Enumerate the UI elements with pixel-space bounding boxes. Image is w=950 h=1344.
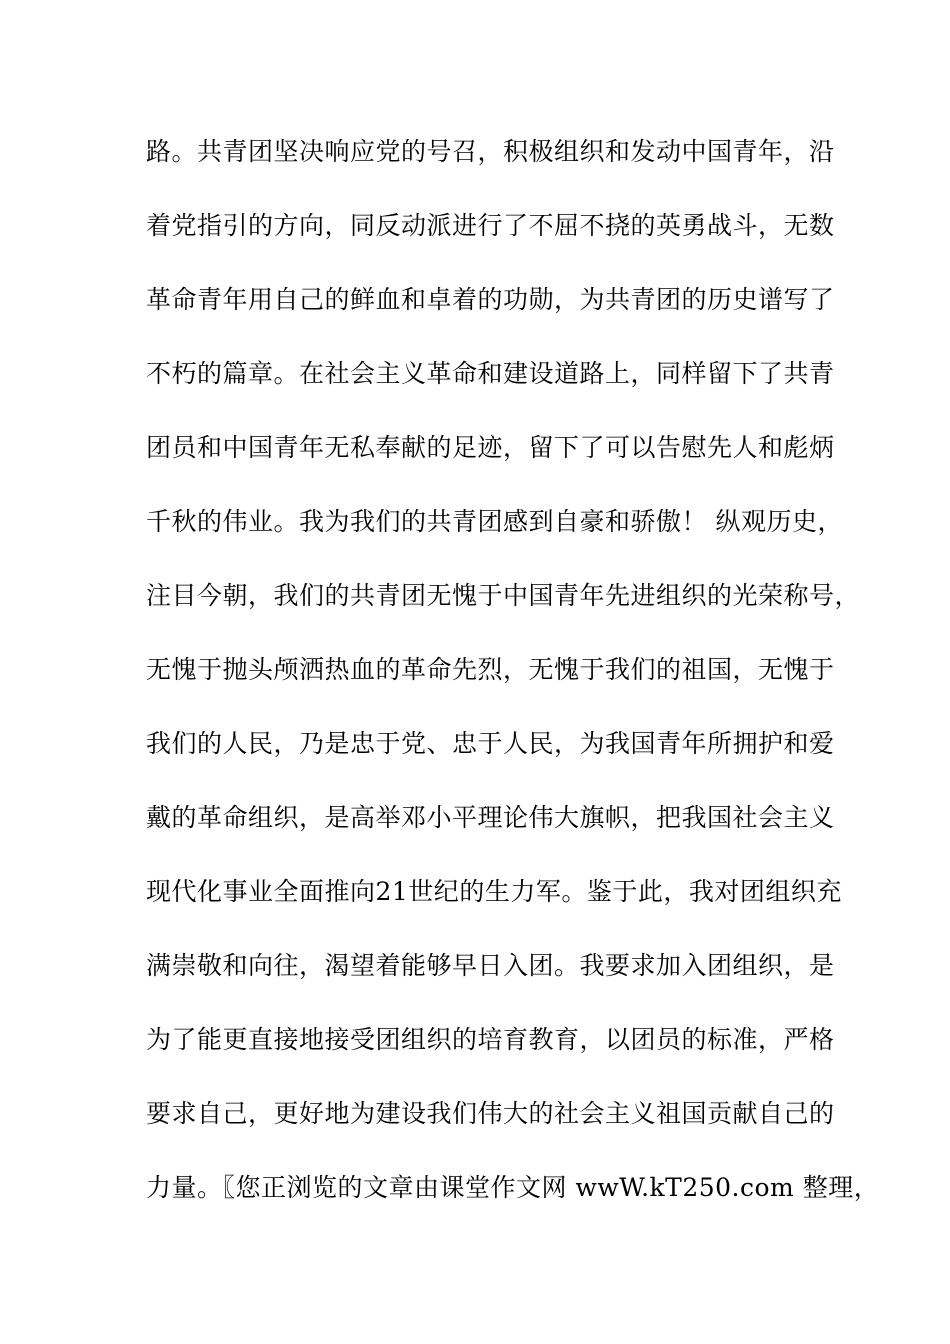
text-line: 我们的人民，乃是忠于党、忠于人民，为我国青年所拥护和爱 bbox=[146, 729, 835, 758]
text-line: 不朽的篇章。在社会主义革命和建设道路上，同样留下了共青 bbox=[146, 359, 835, 388]
text-line: 现代化事业全面推向21世纪的生力军。鉴于此，我对团组织充 bbox=[146, 877, 842, 906]
text-line: 戴的革命组织，是高举邓小平理论伟大旗帜，把我国社会主义 bbox=[146, 803, 835, 832]
text-line: 为了能更直接地接受团组织的培育教育，以团员的标准，严格 bbox=[146, 1025, 835, 1054]
text-line: 满崇敬和向往，渴望着能够早日入团。我要求加入团组织，是 bbox=[146, 951, 835, 980]
text-line: 千秋的伟业。我为我们的共青团感到自豪和骄傲！ 纵观历史， bbox=[146, 507, 843, 536]
text-line: 革命青年用自己的鲜血和卓着的功勋，为共青团的历史谱写了 bbox=[146, 285, 835, 314]
text-line: 团员和中国青年无私奉献的足迹，留下了可以告慰先人和彪炳 bbox=[146, 433, 835, 462]
text-line: 注目今朝，我们的共青团无愧于中国青年先进组织的光荣称号， bbox=[146, 581, 861, 610]
text-line: 着党指引的方向，同反动派进行了不屈不挠的英勇战斗，无数 bbox=[146, 211, 835, 240]
text-line: 要求自己，更好地为建设我们伟大的社会主义祖国贡献自己的 bbox=[146, 1099, 835, 1128]
text-line: 无愧于抛头颅洒热血的革命先烈，无愧于我们的祖国，无愧于 bbox=[146, 655, 835, 684]
text-line: 力量。〖您正浏览的文章由课堂作文网 wwW.kT250.com 整理， bbox=[146, 1173, 880, 1202]
body-text bbox=[146, 130, 880, 1240]
text-line: 路。共青团坚决响应党的号召，积极组织和发动中国青年，沿 bbox=[146, 137, 835, 166]
